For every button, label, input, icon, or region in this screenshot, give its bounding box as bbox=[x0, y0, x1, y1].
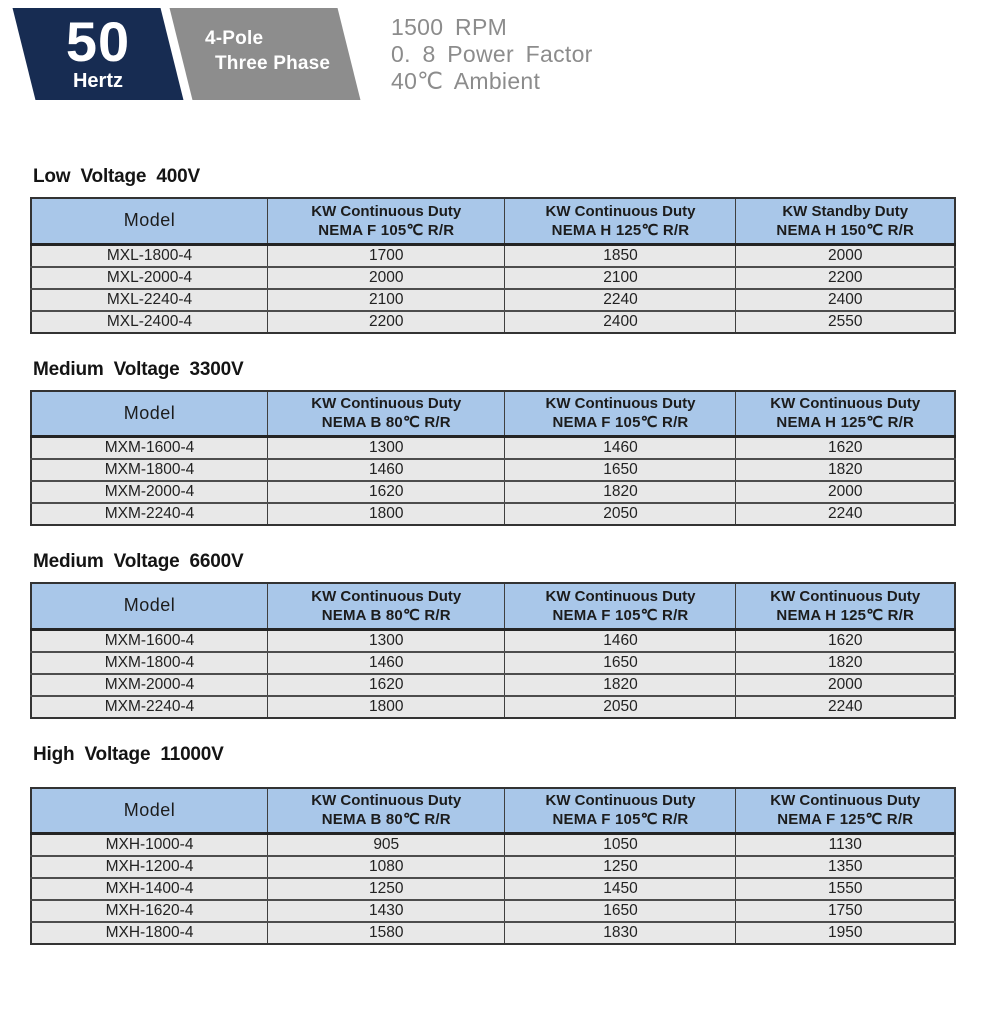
kw-column-header bbox=[268, 583, 505, 629]
kw-value-cell: 1130 bbox=[736, 834, 955, 857]
column-header-title: KW Continuous Duty bbox=[770, 792, 921, 810]
kw-value-cell: 1620 bbox=[736, 629, 955, 652]
spec-table-3300v bbox=[30, 390, 956, 527]
model-cell: MXM-1800-4 bbox=[31, 652, 268, 674]
column-header-title: KW Continuous Duty bbox=[311, 587, 462, 605]
section-high-voltage-11000v bbox=[30, 744, 957, 946]
kw-column-header bbox=[736, 788, 955, 834]
kw-value-cell: 2550 bbox=[736, 311, 955, 333]
table-row bbox=[31, 267, 955, 289]
column-header-title: Model bbox=[123, 595, 176, 616]
model-column-header bbox=[31, 788, 268, 834]
table-row bbox=[31, 674, 955, 696]
kw-value-cell: 1250 bbox=[268, 878, 505, 900]
header-row bbox=[31, 391, 955, 437]
model-column-header bbox=[31, 391, 268, 437]
kw-value-cell: 2000 bbox=[268, 267, 505, 289]
column-header-subtitle: NEMA H 125℃ R/R bbox=[551, 221, 690, 239]
kw-value-cell: 1620 bbox=[268, 674, 505, 696]
kw-value-cell: 1650 bbox=[505, 459, 736, 481]
column-header-title: KW Continuous Duty bbox=[770, 395, 921, 413]
kw-value-cell: 1800 bbox=[268, 696, 505, 718]
kw-column-header bbox=[505, 198, 736, 244]
frequency-badge bbox=[13, 8, 184, 100]
kw-value-cell: 1550 bbox=[736, 878, 955, 900]
kw-column-header bbox=[505, 391, 736, 437]
kw-value-cell: 2200 bbox=[268, 311, 505, 333]
model-cell: MXL-2240-4 bbox=[31, 289, 268, 311]
kw-value-cell: 1820 bbox=[505, 674, 736, 696]
column-header-title: KW Continuous Duty bbox=[545, 395, 696, 413]
power-factor-line: 0. 8 Power Factor bbox=[391, 41, 593, 67]
spec-table-11000v bbox=[30, 787, 956, 946]
kw-value-cell: 1460 bbox=[268, 652, 505, 674]
kw-value-cell: 1700 bbox=[268, 244, 505, 267]
table-row bbox=[31, 856, 955, 878]
column-header-title: KW Continuous Duty bbox=[545, 587, 696, 605]
kw-value-cell: 2000 bbox=[736, 481, 955, 503]
kw-value-cell: 1800 bbox=[268, 503, 505, 525]
section-title-high-voltage: High Voltage 11000V bbox=[33, 743, 224, 765]
column-header-subtitle: NEMA B 80℃ R/R bbox=[321, 606, 451, 624]
model-column-header bbox=[31, 583, 268, 629]
rpm-line: 1500 RPM bbox=[391, 14, 508, 40]
model-cell: MXH-1200-4 bbox=[31, 856, 268, 878]
kw-column-header bbox=[268, 788, 505, 834]
column-header-subtitle: NEMA F 105℃ R/R bbox=[552, 811, 689, 829]
column-header-subtitle: NEMA H 150℃ R/R bbox=[776, 221, 915, 239]
kw-value-cell: 1050 bbox=[505, 834, 736, 857]
header-row bbox=[31, 198, 955, 244]
kw-column-header bbox=[736, 391, 955, 437]
kw-value-cell: 1650 bbox=[505, 900, 736, 922]
model-cell: MXH-1800-4 bbox=[31, 922, 268, 944]
column-header-title: KW Continuous Duty bbox=[311, 395, 462, 413]
column-header-title: KW Continuous Duty bbox=[545, 792, 696, 810]
spec-table-400v bbox=[30, 197, 956, 334]
kw-value-cell: 1430 bbox=[268, 900, 505, 922]
kw-value-cell: 2100 bbox=[505, 267, 736, 289]
page-header bbox=[0, 0, 985, 100]
column-header-subtitle: NEMA F 105℃ R/R bbox=[552, 606, 689, 624]
table-row bbox=[31, 696, 955, 718]
kw-column-header bbox=[268, 198, 505, 244]
kw-column-header bbox=[268, 391, 505, 437]
kw-value-cell: 1620 bbox=[268, 481, 505, 503]
model-cell: MXM-1600-4 bbox=[31, 437, 268, 460]
kw-value-cell: 1850 bbox=[505, 244, 736, 267]
frequency-value: 50 bbox=[65, 9, 131, 73]
model-cell: MXM-1800-4 bbox=[31, 459, 268, 481]
section-low-voltage-400v bbox=[30, 166, 957, 334]
section-title-medium-voltage-3300: Medium Voltage 3300V bbox=[33, 358, 244, 380]
model-cell: MXH-1400-4 bbox=[31, 878, 268, 900]
column-header-subtitle: NEMA B 80℃ R/R bbox=[321, 414, 451, 432]
kw-value-cell: 1450 bbox=[505, 878, 736, 900]
kw-value-cell: 2240 bbox=[736, 503, 955, 525]
model-column-header bbox=[31, 198, 268, 244]
kw-value-cell: 2200 bbox=[736, 267, 955, 289]
operating-specs bbox=[391, 8, 593, 95]
kw-value-cell: 1300 bbox=[268, 629, 505, 652]
kw-value-cell: 1580 bbox=[268, 922, 505, 944]
table-row bbox=[31, 459, 955, 481]
kw-value-cell: 1820 bbox=[505, 481, 736, 503]
model-cell: MXM-1600-4 bbox=[31, 629, 268, 652]
header-row bbox=[31, 583, 955, 629]
header-row bbox=[31, 788, 955, 834]
kw-value-cell: 1820 bbox=[736, 459, 955, 481]
column-header-title: KW Continuous Duty bbox=[545, 202, 696, 220]
kw-value-cell: 2240 bbox=[736, 696, 955, 718]
pole-phase-badge bbox=[170, 8, 361, 100]
kw-value-cell: 1460 bbox=[268, 459, 505, 481]
section-medium-voltage-3300v bbox=[30, 359, 957, 527]
model-cell: MXH-1620-4 bbox=[31, 900, 268, 922]
column-header-title: Model bbox=[123, 402, 176, 423]
pole-label: 4-Pole bbox=[205, 28, 264, 49]
kw-value-cell: 1460 bbox=[505, 629, 736, 652]
table-row bbox=[31, 437, 955, 460]
kw-value-cell: 1830 bbox=[505, 922, 736, 944]
model-cell: MXH-1000-4 bbox=[31, 834, 268, 857]
model-cell: MXL-1800-4 bbox=[31, 244, 268, 267]
pole-phase-badge-content bbox=[181, 8, 349, 100]
table-row bbox=[31, 244, 955, 267]
column-header-title: Model bbox=[123, 210, 176, 231]
model-cell: MXM-2240-4 bbox=[31, 696, 268, 718]
kw-value-cell: 1250 bbox=[505, 856, 736, 878]
model-cell: MXM-2000-4 bbox=[31, 481, 268, 503]
table-row bbox=[31, 922, 955, 944]
section-title-medium-voltage-6600: Medium Voltage 6600V bbox=[33, 551, 244, 572]
table-row bbox=[31, 481, 955, 503]
table-row bbox=[31, 289, 955, 311]
column-header-title: KW Continuous Duty bbox=[311, 792, 462, 810]
table-row bbox=[31, 834, 955, 857]
table-row bbox=[31, 878, 955, 900]
column-header-title: Model bbox=[123, 799, 176, 820]
kw-value-cell: 2000 bbox=[736, 244, 955, 267]
kw-column-header bbox=[505, 583, 736, 629]
kw-value-cell: 2400 bbox=[736, 289, 955, 311]
kw-value-cell: 1080 bbox=[268, 856, 505, 878]
column-header-title: KW Continuous Duty bbox=[770, 587, 921, 605]
column-header-title: KW Continuous Duty bbox=[311, 202, 462, 220]
column-header-subtitle: NEMA B 80℃ R/R bbox=[321, 811, 451, 829]
column-header-title: KW Standby Duty bbox=[782, 202, 909, 220]
table-row bbox=[31, 629, 955, 652]
kw-value-cell: 2050 bbox=[505, 696, 736, 718]
frequency-badge-content bbox=[24, 8, 172, 100]
frequency-unit: Hertz bbox=[72, 69, 123, 92]
rating-tables bbox=[0, 100, 985, 945]
kw-value-cell: 2240 bbox=[505, 289, 736, 311]
kw-value-cell: 905 bbox=[268, 834, 505, 857]
kw-value-cell: 2100 bbox=[268, 289, 505, 311]
column-header-subtitle: NEMA F 105℃ R/R bbox=[552, 414, 689, 432]
kw-column-header bbox=[736, 583, 955, 629]
kw-column-header bbox=[736, 198, 955, 244]
kw-value-cell: 1300 bbox=[268, 437, 505, 460]
model-cell: MXL-2400-4 bbox=[31, 311, 268, 333]
kw-value-cell: 2400 bbox=[505, 311, 736, 333]
kw-value-cell: 2050 bbox=[505, 503, 736, 525]
table-row bbox=[31, 311, 955, 333]
ambient-temp-line: 40℃ Ambient bbox=[391, 68, 541, 94]
section-title-low-voltage: Low Voltage 400V bbox=[33, 166, 200, 187]
table-row bbox=[31, 652, 955, 674]
column-header-subtitle: NEMA H 125℃ R/R bbox=[776, 606, 915, 624]
kw-column-header bbox=[505, 788, 736, 834]
column-header-subtitle: NEMA H 125℃ R/R bbox=[776, 414, 915, 432]
model-cell: MXM-2240-4 bbox=[31, 503, 268, 525]
column-header-subtitle: NEMA F 125℃ R/R bbox=[777, 811, 914, 829]
table-row bbox=[31, 503, 955, 525]
spec-table-6600v bbox=[30, 582, 956, 719]
kw-value-cell: 1460 bbox=[505, 437, 736, 460]
section-medium-voltage-6600v bbox=[30, 551, 957, 719]
kw-value-cell: 1750 bbox=[736, 900, 955, 922]
kw-value-cell: 1950 bbox=[736, 922, 955, 944]
kw-value-cell: 2000 bbox=[736, 674, 955, 696]
model-cell: MXM-2000-4 bbox=[31, 674, 268, 696]
table-row bbox=[31, 900, 955, 922]
kw-value-cell: 1350 bbox=[736, 856, 955, 878]
column-header-subtitle: NEMA F 105℃ R/R bbox=[318, 221, 455, 239]
model-cell: MXL-2000-4 bbox=[31, 267, 268, 289]
phase-label: Three Phase bbox=[215, 53, 331, 74]
kw-value-cell: 1820 bbox=[736, 652, 955, 674]
kw-value-cell: 1650 bbox=[505, 652, 736, 674]
kw-value-cell: 1620 bbox=[736, 437, 955, 460]
